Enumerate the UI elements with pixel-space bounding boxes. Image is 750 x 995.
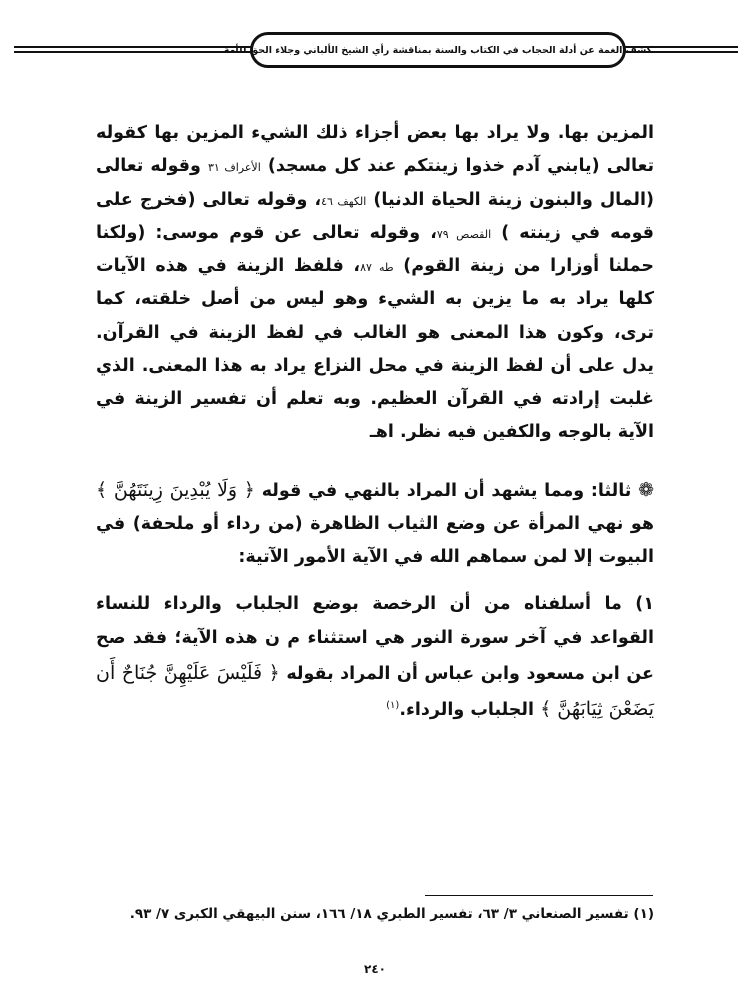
text-segment: هو نهي المرأة عن وضع الثياب الظاهرة (من رداء أو ملحفة) في البيوت إلا لمن سماهم الله في الآية الأمور الآتية: (96, 513, 654, 567)
quran-verse: ﴿ فَلَيْسَ عَلَيْهِنَّ جُنَاحٌ أَن يَضَعْنَ ثِيَابَهُنَّ ﴾ (96, 661, 654, 720)
paragraph-zina-meaning (96, 117, 654, 450)
footnote-marker: (١) (386, 700, 400, 712)
footnote-separator (425, 895, 653, 896)
running-header (223, 32, 653, 68)
footnote: (١) تفسير الصنعاني ٣/ ٦٣، تفسير الطبري ١٨/ ١٦٦، سنن البيهقي الكبرى ٧/ ٩٣. (129, 906, 654, 922)
text-segment: ١) ما أسلفناه من أن الرخصة بوضع الجلباب والرداء للنساء القواعد في آخر سورة النور هي استثناء م ن هذه الآية؛ فقد صح عن ابن مسعود وابن عباس أن المراد بقوله (96, 594, 655, 684)
paragraph-spacer (96, 450, 654, 472)
page-number: ٢٤٠ (364, 962, 386, 976)
verse-reference: القصص ٧٩ (436, 227, 492, 241)
page-body (96, 117, 654, 727)
flower-ornament-icon: ❁ (638, 478, 655, 501)
text-segment: الجلباب والرداء. (399, 700, 534, 720)
text-segment: ، فلفظ الزينة في هذه الآيات كلها يراد به ما يزين به الشيء وهو ليس من أصل خلقته، كما ترى، وكون هذا المعنى هو الغالب في لفظ الزينة في القرآن. يدل على أن لفظ الزينة في محل النزاع يراد به هذا المعنى. الذي غلبت إرادته في القرآن العظيم. وبه تعلم أن تفسير الزينة في الآية بالوجه والكفين فيه نظر. اهـ (96, 256, 654, 443)
book-title: كشف الغمة عن أدلة الحجاب في الكتاب والسنة بمناقشة رأي الشيخ الألباني وجلاء الحق للأمة (223, 44, 653, 56)
text-segment: ثالثا: ومما يشهد أن المراد بالنهي في قوله (261, 480, 632, 501)
paragraph-point-one (96, 588, 654, 727)
text-segment: وقوله تعالى (المال والبنون زينة الحياة الدنيا) (96, 156, 654, 210)
paragraph-spacer (96, 574, 654, 588)
verse-reference: طه ٨٧ (360, 261, 394, 274)
verse-reference: الكهف ٤٦ (321, 194, 367, 208)
text-segment: ، وقوله تعالى (فخرج على قومه في زينته ) (96, 189, 655, 243)
text-segment: ، وقوله تعالى عن قوم موسى: (ولكنا حملنا أوزارا من زينة القوم) (96, 222, 655, 276)
text-segment: المزين بها. ولا يراد بها بعض أجزاء ذلك الشيء المزين بها كقوله تعالى (يابني آدم خذوا زينتكم عند كل مسجد) (96, 123, 655, 177)
quran-verse: ﴿ وَلَا يُبْدِينَ زِينَتَهُنَّ ﴾ (96, 478, 255, 501)
paragraph-third-point (96, 472, 654, 575)
verse-reference: الأعراف ٣١ (208, 161, 261, 175)
